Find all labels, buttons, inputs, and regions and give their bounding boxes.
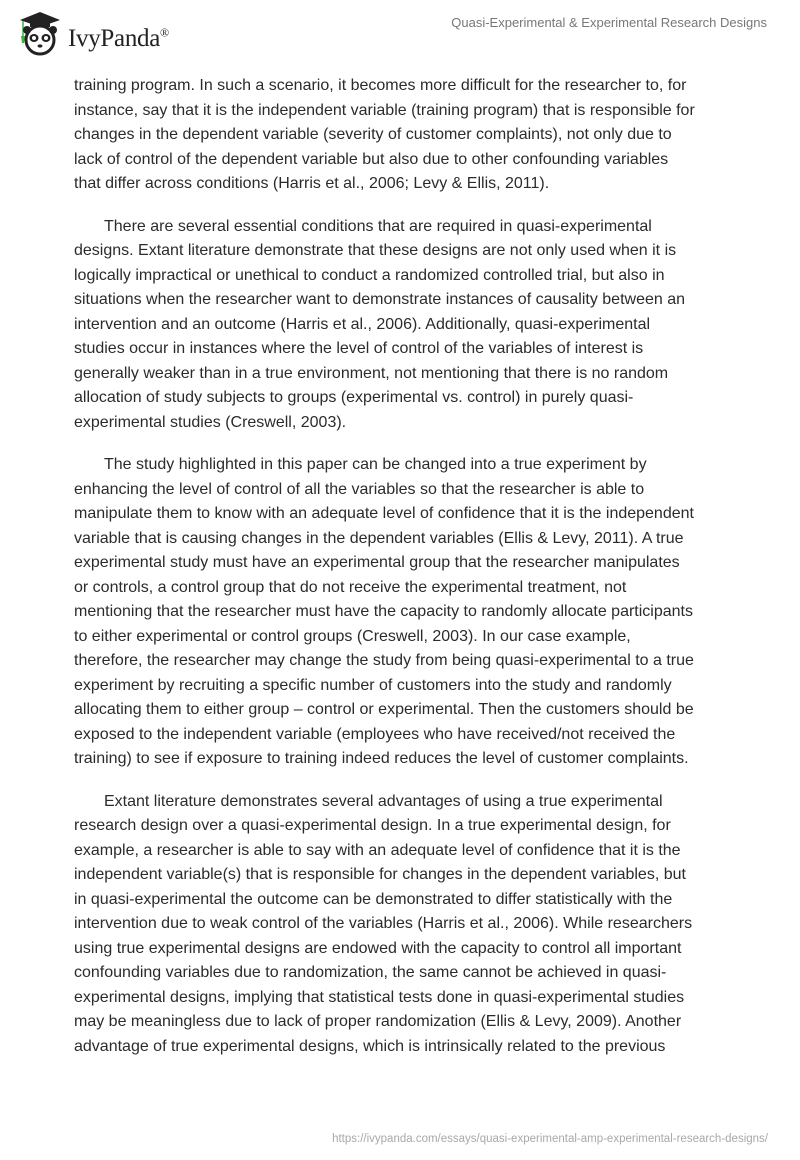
text-line: exposed to the independent variable (employees who have received/not received the <box>74 725 676 743</box>
text-line: designs. Extant literature demonstrate that these designs are not only used when it is <box>74 242 677 259</box>
text-line: research design over a quasi-experimental design. In a true experimental design, for <box>74 817 671 834</box>
text-line: training) to see if exposure to training indeed reduces the level of customer complaints. <box>74 750 689 767</box>
text-line: to either experimental or control groups (Creswell, 2003). In our case example, <box>74 627 631 645</box>
paragraph <box>74 215 734 436</box>
text-line: logically impractical or unethical to conduct a randomized controlled trial, but also in <box>74 266 665 284</box>
text-line: Extant literature demonstrates several advantages of using a true experimental <box>104 792 663 810</box>
text-line: using true experimental designs are endowed with the capacity to control all important <box>74 939 682 957</box>
paragraph <box>74 453 734 772</box>
text-line: training program. In such a scenario, it becomes more difficult for the researcher to, for <box>74 77 687 94</box>
text-line: The study highlighted in this paper can be changed into a true experiment by <box>104 456 647 473</box>
text-line: enhancing the level of control of all the variables so that the researcher is able to <box>74 480 645 498</box>
text-line: studies occur in instances where the level of control of the variables of interest is <box>74 340 644 357</box>
text-line: instance, say that it is the independent variable (training program) that is responsible for <box>74 101 695 119</box>
text-line: intervention and an outcome (Harris et al., 2006). Additionally, quasi-experimental <box>74 315 651 333</box>
page-header <box>0 0 800 70</box>
panda-graduate-icon <box>18 10 62 56</box>
text-line: advantage of true experimental designs, which is intrinsically related to the previous <box>74 1037 666 1055</box>
text-line: mentioning that the researcher must have the capacity to randomly allocate participants <box>74 603 693 620</box>
text-line: experiment by recruiting a specific number of customers into the study and randomly <box>74 676 672 694</box>
text-line: therefore, the researcher may change the study from being quasi-experimental to a true <box>74 652 694 669</box>
text-line: in quasi-experimental the outcome can be demonstrated to differ statistically with the <box>74 890 673 908</box>
text-line: example, a researcher is able to say with an adequate level of confidence that it is the <box>74 841 681 859</box>
logo-wordmark: IvyPanda <box>68 25 161 52</box>
text-line: intervention due to weak control of the variables (Harris et al., 2006). While researchers <box>74 915 693 932</box>
text-line: generally weaker than in a true environment, not mentioning that there is no random <box>74 364 669 382</box>
text-line: experimental studies (Creswell, 2003). <box>74 413 347 431</box>
text-line: manipulate them to know with an adequate level of confidence that it is the independent <box>74 505 694 522</box>
text-line: experimental designs, implying that statistical tests done in quasi-experimental studies <box>74 988 685 1006</box>
text-line: lack of control of the dependent variable but also due to other confounding variables <box>74 150 669 168</box>
text-line: experimental study must have an experimental group that the researcher manipulates <box>74 554 680 571</box>
paragraph <box>74 74 734 197</box>
essay-body <box>74 74 734 1077</box>
text-line: allocation of study subjects to groups (experimental vs. control) in purely quasi- <box>74 389 634 406</box>
registered-mark: ® <box>160 25 169 40</box>
document-title: Quasi-Experimental & Experimental Research Designs <box>451 15 767 30</box>
ivypanda-logo[interactable] <box>18 10 169 56</box>
text-line: allocating them to either group – control or experimental. Then the customers should be <box>74 701 694 718</box>
text-line: may be meaningless due to lack of proper randomization (Ellis & Levy, 2009). Another <box>74 1013 682 1030</box>
text-line: changes in the dependent variable (severity of customer complaints), not only due to <box>74 126 672 143</box>
logo-text <box>68 25 169 53</box>
text-line: independent variable(s) that is responsible for changes in the dependent variables, but <box>74 866 686 883</box>
text-line: that differ across conditions (Harris et al., 2006; Levy & Ellis, 2011). <box>74 175 550 192</box>
text-line: situations when the researcher want to demonstrate instances of causality between an <box>74 291 686 308</box>
text-line: confounding variables due to randomization, the same cannot be achieved in quasi- <box>74 964 667 981</box>
text-line: or controls, a control group that do not receive the experimental treatment, not <box>74 578 627 596</box>
footer-url[interactable]: https://ivypanda.com/essays/quasi-experimental-amp-experimental-research-designs/ <box>332 1133 768 1145</box>
paragraph <box>74 790 734 1060</box>
text-line: There are several essential conditions that are required in quasi-experimental <box>104 217 652 235</box>
text-line: variable that is causing changes in the dependent variables (Ellis & Levy, 2011). A true <box>74 529 684 547</box>
